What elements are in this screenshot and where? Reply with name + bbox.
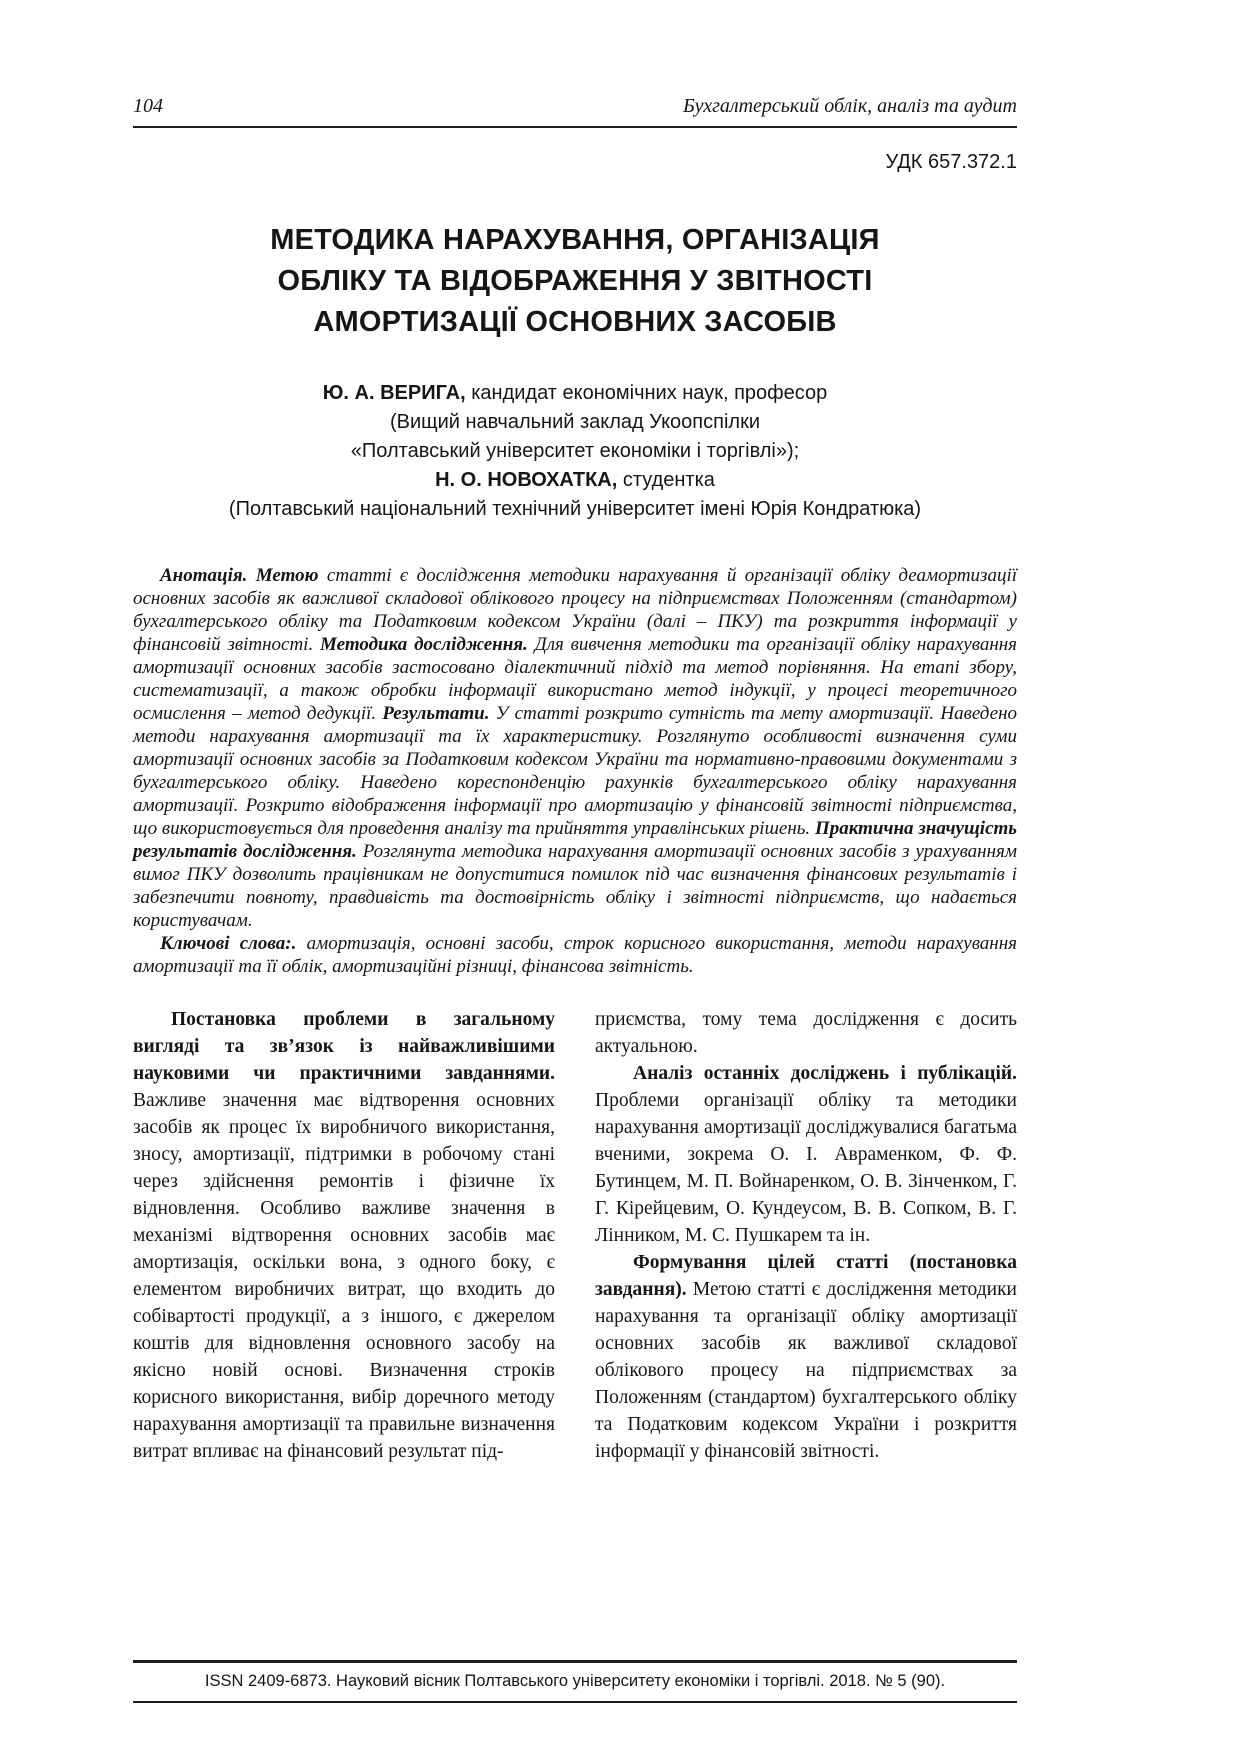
results-label: Результати. bbox=[382, 703, 490, 724]
article-title-line-3: АМОРТИЗАЦІЇ ОСНОВНИХ ЗАСОБІВ bbox=[313, 306, 837, 338]
body-columns bbox=[133, 1006, 1017, 1465]
methods-text: Для вивчення методики та організації обліку нарахування амортизації основних засобів застосовано діалектичний підхід та метод порівняння. На етапі збору, систематизації, а також обробки інформації використано метод індукції, у процесі теоретичного осмислення – метод дедукції. bbox=[133, 634, 1018, 724]
article-title-line-2: ОБЛІКУ ТА ВІДОБРАЖЕННЯ У ЗВІТНОСТІ bbox=[277, 265, 873, 297]
author1-name: Ю. А. ВЕРИГА, bbox=[322, 382, 466, 404]
affiliation2-line: (Полтавський національний технічний університет імені Юрія Кондратюка) bbox=[228, 498, 922, 520]
author2-name: Н. О. НОВОХАТКА, bbox=[435, 469, 618, 491]
article-title-line-1: МЕТОДИКА НАРАХУВАННЯ, ОРГАНІЗАЦІЯ bbox=[270, 224, 880, 256]
authors-block bbox=[133, 379, 1017, 524]
page-number: 104 bbox=[133, 95, 163, 117]
abstract-label: Анотація. Метою bbox=[160, 565, 319, 586]
right-column bbox=[595, 1006, 1017, 1465]
author1-role: кандидат економічних наук, професор bbox=[465, 382, 828, 404]
goals-heading: Формування цілей статті (постановка завдання). bbox=[595, 1252, 1017, 1300]
keywords-label: Ключові слова:. bbox=[160, 933, 297, 954]
journal-section-title: Бухгалтерський облік, аналіз та аудит bbox=[683, 95, 1017, 117]
keywords-text: амортизація, основні засоби, строк корисного використання, методи нарахування амортизації та її облік, амортизаційні різниці, фінансова звітність. bbox=[133, 933, 1017, 977]
udc-code: УДК 657.372.1 bbox=[885, 151, 1017, 173]
methods-label: Методика дослідження. bbox=[320, 634, 528, 655]
significance-label: Практична значущість результатів дослідження. bbox=[133, 818, 1017, 862]
body-paragraph-goals bbox=[595, 1249, 1017, 1465]
issn-journal-line: ISSN 2409-6873. Науковий вісник Полтавського університету економіки і торгівлі. 2018. № 5 (90). bbox=[204, 1672, 946, 1690]
running-header bbox=[133, 0, 1017, 128]
significance-text: Розглянута методика нарахування амортизації основних засобів з урахуванням вимог ПКУ дозволить працівникам не допуститися помилок під час визначення фінансових результатів і забезпечити повноту, правдивість та достовірність обліку і звітності підприємств, що надається користувачам. bbox=[133, 841, 1017, 931]
continuation-text: приємства, тому тема дослідження є досить актуальною. bbox=[595, 1009, 1017, 1057]
results-text: У статті розкрито сутність та мету амортизації. Наведено методи нарахування амортизації та їх характеристику. Розглянуто особливості визначення суми амортизації основних засобів за Податковим кодексом України та нормативно-правовими документами з бухгалтерського обліку. Наведено кореспонденцію рахунків бухгалтерського обліку нарахування амортизації. Розкрито відображення інформації про амортизацію у фінансовій звітності підприємства, що використовується для проведення аналізу та прийняття управлінських рішень. bbox=[133, 703, 1017, 839]
body-paragraph-analysis bbox=[595, 1060, 1017, 1249]
goals-text: Метою статті є дослідження методики нарахування та організації обліку амортизації основних засобів як важливої складової облікового процесу на підприємствах за Положенням (стандартом) бухгалтерського обліку та Податковим кодексом України і розкриття інформації у фінансовій звітності. bbox=[595, 1279, 1017, 1462]
page-footer bbox=[133, 1660, 1017, 1703]
abstract-section bbox=[133, 564, 1017, 978]
body-paragraph-continuation bbox=[595, 1006, 1017, 1060]
analysis-heading: Аналіз останніх досліджень і публікацій. bbox=[633, 1063, 1017, 1084]
author-line-1 bbox=[133, 379, 1017, 408]
abstract-text: статті є дослідження методики нарахування й організації обліку деамортизації основних засобів як важливої складової облікового процесу на підприємствах Положенням (стандартом) бухгалтерського обліку та Податковим кодексом України (далі – ПКУ) та розкриття інформації у фінансовій звітності. bbox=[133, 565, 1018, 655]
problem-heading: Постановка проблеми в загальному вигляді та зв’язок із найважливішими науковими чи практичними завданнями. bbox=[133, 1009, 555, 1084]
analysis-text: Проблеми організації обліку та методики нарахування амортизації досліджувалися багатьма вченими, зокрема О. І. Авраменком, Ф. Ф. Бутинцем, М. П. Войнаренком, О. В. Зінченком, Г. Г. Кірейцевим, О. Кундеусом, В. В. Сопком, В. Г. Лінником, М. С. Пушкарем та ін. bbox=[595, 1090, 1017, 1246]
problem-text: Важливе значення має відтворення основних засобів як процес їх виробничого використання, зносу, амортизації, підтримки в робочому стані через здійснення ремонтів і фізичне їх відновлення. Особливо важливе значення в механізмі відтворення основних засобів має амортизація, оскільки вона, з одного боку, є елементом виробничих витрат, що входить до собівартості продукції, а з іншого, є джерелом коштів для відновлення основного засобу на якісно новій основі. Визначення строків корисного використання, вибір доречного методу нарахування амортизації та правильне визначення витрат впливає на фінансовий результат під- bbox=[133, 1090, 555, 1462]
abstract-paragraph bbox=[133, 564, 1017, 932]
article-title bbox=[133, 220, 1017, 343]
keywords-paragraph bbox=[133, 932, 1017, 978]
affiliation1-line2: «Полтавський університет економіки і торгівлі»); bbox=[350, 440, 800, 462]
page-content bbox=[133, 0, 1017, 1465]
body-paragraph-problem bbox=[133, 1006, 555, 1465]
author2-role: студентка bbox=[617, 469, 715, 491]
author-line-2 bbox=[133, 466, 1017, 495]
affiliation1-line1: (Вищий навчальний заклад Укоопспілки bbox=[389, 411, 760, 433]
left-column bbox=[133, 1006, 555, 1465]
